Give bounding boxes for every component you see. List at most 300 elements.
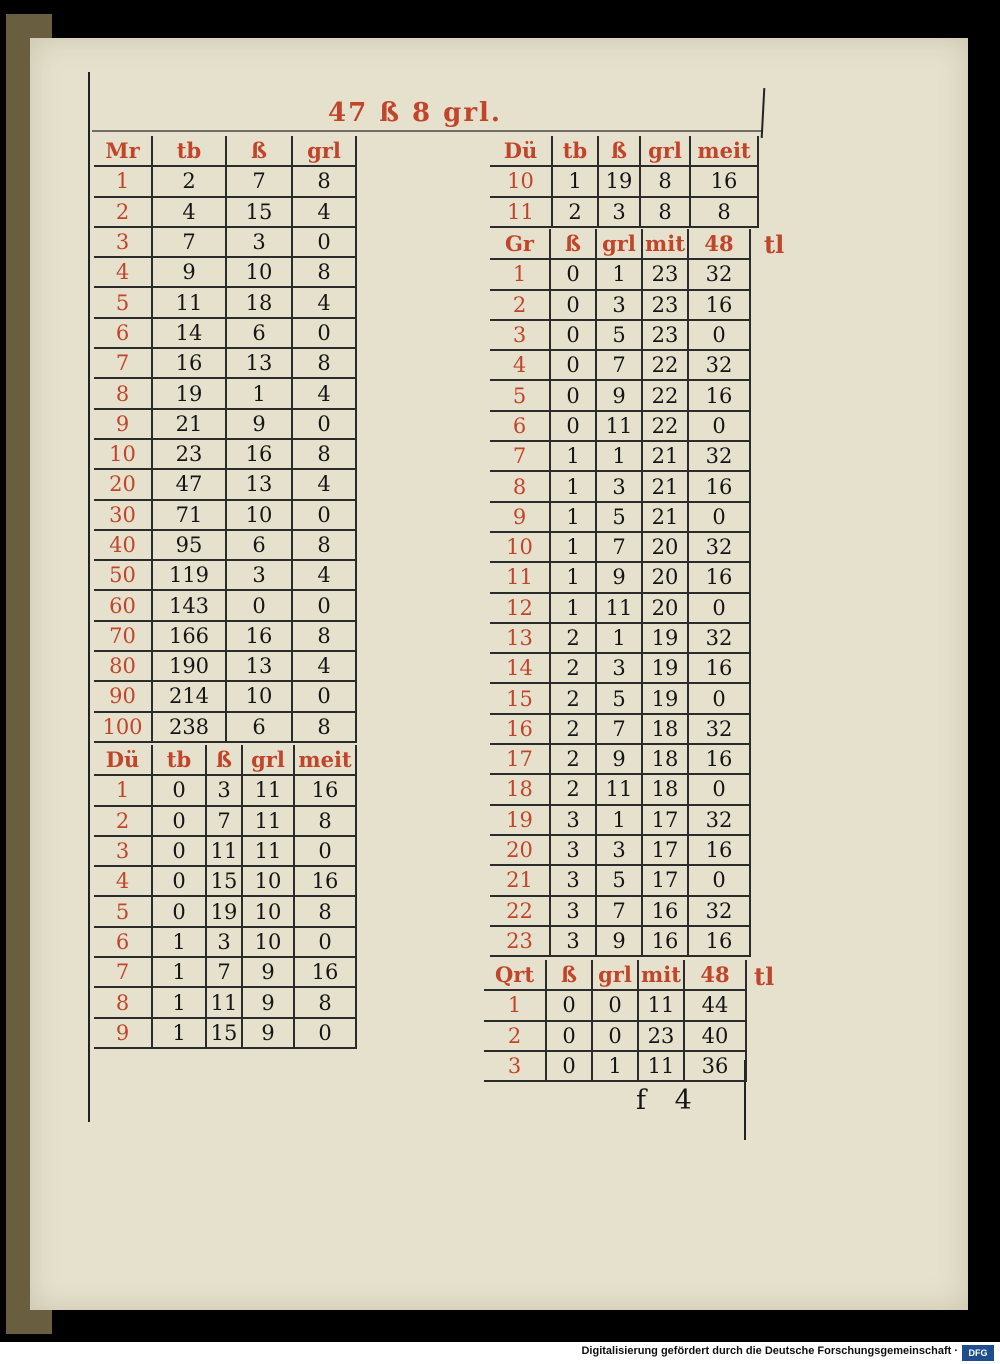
row-label-cell: 13 — [490, 623, 550, 653]
column-header: Mr — [94, 136, 152, 166]
row-label-cell: 30 — [94, 500, 152, 530]
table-cell: 13 — [226, 651, 292, 681]
row-label-cell: 1 — [94, 166, 152, 196]
table-row — [490, 411, 750, 441]
table-row — [94, 409, 356, 439]
table-cell: 0 — [292, 500, 356, 530]
table-cell: 2 — [550, 683, 596, 713]
row-label-cell: 2 — [484, 1021, 546, 1051]
table-cell: 11 — [596, 774, 642, 804]
column-header: Qrt — [484, 960, 546, 990]
table-row — [490, 471, 750, 501]
row-label-cell: 90 — [94, 681, 152, 711]
column-header: mit — [638, 960, 684, 990]
table-cell: 19 — [642, 653, 688, 683]
table-cell: 0 — [550, 320, 596, 350]
table-cell: 3 — [550, 835, 596, 865]
row-label-cell: 23 — [490, 926, 550, 956]
left-margin-rule — [88, 72, 90, 1122]
left-top-table — [94, 136, 357, 743]
table-cell: 0 — [550, 380, 596, 410]
table-cell: 23 — [638, 1021, 684, 1051]
row-label-cell: 20 — [490, 835, 550, 865]
column-header: ß — [598, 136, 640, 166]
column-header: grl — [242, 745, 294, 775]
table-row — [484, 1051, 746, 1081]
table-cell: 3 — [206, 927, 242, 957]
table-cell: 11 — [596, 593, 642, 623]
table-cell: 1 — [226, 378, 292, 408]
row-label-cell: 7 — [94, 348, 152, 378]
table-cell: 16 — [642, 896, 688, 926]
table-cell: 19 — [206, 896, 242, 926]
table-row — [490, 623, 750, 653]
table-cell: 9 — [596, 562, 642, 592]
column-header: grl — [640, 136, 690, 166]
column-header: grl — [596, 229, 642, 259]
table-cell: 8 — [294, 987, 356, 1017]
table-cell: 32 — [688, 350, 750, 380]
left-bottom-table — [94, 745, 357, 1049]
table-cell: 0 — [292, 227, 356, 257]
column-header: 48 — [688, 229, 750, 259]
table-row — [490, 865, 750, 895]
table-cell: 1 — [596, 623, 642, 653]
table-cell: 1 — [596, 259, 642, 289]
table-cell: 9 — [226, 409, 292, 439]
table-cell: 8 — [292, 257, 356, 287]
table-cell: 21 — [152, 409, 226, 439]
table-cell: 0 — [688, 865, 750, 895]
table-cell: 3 — [550, 865, 596, 895]
row-label-cell: 15 — [490, 683, 550, 713]
table-row — [490, 774, 750, 804]
table-cell: 0 — [546, 1021, 592, 1051]
row-label-cell: 22 — [490, 896, 550, 926]
table-cell: 22 — [642, 350, 688, 380]
table-cell: 16 — [642, 926, 688, 956]
table-row — [490, 380, 750, 410]
row-label-cell: 7 — [94, 957, 152, 987]
table-cell: 1 — [596, 805, 642, 835]
table-row — [490, 290, 750, 320]
table-cell: 11 — [152, 287, 226, 317]
table-cell: 19 — [152, 378, 226, 408]
table-cell: 11 — [206, 836, 242, 866]
table-cell: 44 — [684, 990, 746, 1020]
table-cell: 3 — [226, 227, 292, 257]
table-cell: 4 — [292, 378, 356, 408]
table-cell: 32 — [688, 896, 750, 926]
row-label-cell: 70 — [94, 621, 152, 651]
table-cell: 21 — [642, 441, 688, 471]
right-bottom-side-note: tl — [754, 962, 775, 991]
table-cell: 3 — [596, 835, 642, 865]
table-row — [490, 197, 758, 227]
table-row — [94, 469, 356, 499]
table-cell: 1 — [550, 532, 596, 562]
table-row — [490, 896, 750, 926]
row-label-cell: 1 — [94, 775, 152, 805]
table-cell: 0 — [688, 593, 750, 623]
row-label-cell: 10 — [490, 532, 550, 562]
table-cell: 16 — [688, 744, 750, 774]
table-cell: 5 — [596, 502, 642, 532]
row-label-cell: 20 — [94, 469, 152, 499]
table-row — [94, 712, 356, 742]
table-cell: 18 — [226, 287, 292, 317]
table-cell: 9 — [242, 957, 294, 987]
table-cell: 5 — [596, 683, 642, 713]
table-cell: 7 — [596, 532, 642, 562]
row-label-cell: 4 — [94, 257, 152, 287]
table-cell: 0 — [226, 590, 292, 620]
table-cell: 7 — [596, 896, 642, 926]
table-cell: 7 — [596, 714, 642, 744]
table-cell: 32 — [688, 532, 750, 562]
table-cell: 36 — [684, 1051, 746, 1081]
table-cell: 8 — [294, 896, 356, 926]
table-cell: 6 — [226, 712, 292, 742]
column-header: tb — [152, 136, 226, 166]
table-cell: 7 — [206, 806, 242, 836]
row-label-cell: 12 — [490, 593, 550, 623]
table-row — [490, 562, 750, 592]
row-label-cell: 21 — [490, 865, 550, 895]
column-header: Gr — [490, 229, 550, 259]
column-header: 48 — [684, 960, 746, 990]
table-cell: 214 — [152, 681, 226, 711]
row-label-cell: 9 — [94, 1018, 152, 1048]
table-cell: 21 — [642, 471, 688, 501]
row-label-cell: 6 — [94, 927, 152, 957]
table-cell: 0 — [152, 836, 206, 866]
table-row — [94, 197, 356, 227]
table-cell: 0 — [688, 502, 750, 532]
table-cell: 17 — [642, 805, 688, 835]
table-cell: 143 — [152, 590, 226, 620]
table-cell: 11 — [638, 1051, 684, 1081]
table-cell: 0 — [592, 990, 638, 1020]
table-row — [94, 530, 356, 560]
right-bottom-table — [484, 960, 747, 1082]
table-cell: 9 — [242, 987, 294, 1017]
table-row — [490, 502, 750, 532]
table-cell: 1 — [152, 987, 206, 1017]
table-cell: 190 — [152, 651, 226, 681]
row-label-cell: 19 — [490, 805, 550, 835]
table-cell: 19 — [642, 683, 688, 713]
table-cell: 16 — [152, 348, 226, 378]
table-row — [94, 866, 356, 896]
table-cell: 1 — [550, 441, 596, 471]
table-cell: 0 — [292, 590, 356, 620]
table-cell: 18 — [642, 714, 688, 744]
table-row — [490, 805, 750, 835]
table-cell: 0 — [294, 836, 356, 866]
table-cell: 6 — [226, 530, 292, 560]
table-header-row — [94, 745, 356, 775]
table-row — [94, 560, 356, 590]
table-cell: 8 — [292, 348, 356, 378]
table-cell: 32 — [688, 259, 750, 289]
table-row — [490, 653, 750, 683]
right-mid-side-note: tl — [764, 230, 785, 259]
row-label-cell: 80 — [94, 651, 152, 681]
table-row — [94, 500, 356, 530]
column-header: grl — [292, 136, 356, 166]
table-cell: 32 — [688, 805, 750, 835]
table-cell: 3 — [550, 805, 596, 835]
table-row — [94, 318, 356, 348]
table-row — [490, 744, 750, 774]
table-cell: 0 — [550, 259, 596, 289]
table-row — [94, 257, 356, 287]
table-row — [94, 927, 356, 957]
table-row — [94, 1018, 356, 1048]
table-cell: 71 — [152, 500, 226, 530]
table-cell: 1 — [550, 502, 596, 532]
table-cell: 20 — [642, 532, 688, 562]
column-header: Dü — [490, 136, 552, 166]
table-cell: 8 — [292, 712, 356, 742]
table-cell: 238 — [152, 712, 226, 742]
table-cell: 3 — [550, 896, 596, 926]
row-label-cell: 14 — [490, 653, 550, 683]
table-cell: 0 — [152, 775, 206, 805]
table-cell: 3 — [550, 926, 596, 956]
table-row — [490, 320, 750, 350]
row-label-cell: 8 — [94, 378, 152, 408]
table-cell: 22 — [642, 411, 688, 441]
table-row — [94, 348, 356, 378]
table-cell: 11 — [242, 775, 294, 805]
table-row — [490, 441, 750, 471]
row-label-cell: 17 — [490, 744, 550, 774]
table-cell: 18 — [642, 744, 688, 774]
row-label-cell: 5 — [94, 287, 152, 317]
table-cell: 9 — [596, 926, 642, 956]
table-cell: 23 — [642, 259, 688, 289]
table-cell: 19 — [598, 166, 640, 196]
table-cell: 40 — [684, 1021, 746, 1051]
table-row — [94, 287, 356, 317]
row-label-cell: 10 — [94, 439, 152, 469]
column-header: tb — [552, 136, 598, 166]
dfg-logo: DFG — [962, 1345, 994, 1361]
row-label-cell: 6 — [490, 411, 550, 441]
table-row — [94, 590, 356, 620]
table-cell: 8 — [690, 197, 758, 227]
table-cell: 32 — [688, 714, 750, 744]
table-cell: 16 — [688, 562, 750, 592]
table-cell: 2 — [550, 774, 596, 804]
table-cell: 11 — [206, 987, 242, 1017]
table-cell: 0 — [550, 290, 596, 320]
table-cell: 13 — [226, 469, 292, 499]
row-label-cell: 4 — [94, 866, 152, 896]
table-cell: 0 — [550, 411, 596, 441]
table-row — [94, 775, 356, 805]
table-cell: 1 — [550, 471, 596, 501]
table-cell: 2 — [550, 714, 596, 744]
table-cell: 47 — [152, 469, 226, 499]
row-label-cell: 3 — [490, 320, 550, 350]
row-label-cell: 2 — [94, 806, 152, 836]
table-cell: 11 — [242, 806, 294, 836]
table-cell: 0 — [546, 1051, 592, 1081]
table-cell: 10 — [226, 257, 292, 287]
table-cell: 119 — [152, 560, 226, 590]
table-cell: 17 — [642, 865, 688, 895]
table-row — [490, 926, 750, 956]
table-row — [94, 227, 356, 257]
row-label-cell: 6 — [94, 318, 152, 348]
row-label-cell: 1 — [490, 259, 550, 289]
table-cell: 3 — [206, 775, 242, 805]
table-cell: 1 — [152, 957, 206, 987]
table-cell: 16 — [226, 621, 292, 651]
right-mid-table — [490, 229, 751, 957]
table-cell: 2 — [550, 623, 596, 653]
table-cell: 9 — [152, 257, 226, 287]
table-cell: 19 — [642, 623, 688, 653]
row-label-cell: 100 — [94, 712, 152, 742]
table-cell: 15 — [206, 866, 242, 896]
column-header: ß — [550, 229, 596, 259]
table-cell: 3 — [596, 471, 642, 501]
table-cell: 0 — [292, 318, 356, 348]
table-cell: 16 — [294, 775, 356, 805]
table-cell: 1 — [152, 927, 206, 957]
column-header: ß — [206, 745, 242, 775]
table-header-row — [484, 960, 746, 990]
table-cell: 4 — [152, 197, 226, 227]
column-header: ß — [226, 136, 292, 166]
table-cell: 0 — [292, 681, 356, 711]
table-cell: 15 — [226, 197, 292, 227]
row-label-cell: 18 — [490, 774, 550, 804]
table-row — [484, 1021, 746, 1051]
table-cell: 0 — [294, 927, 356, 957]
table-cell: 16 — [688, 290, 750, 320]
table-cell: 1 — [592, 1051, 638, 1081]
column-header: tb — [152, 745, 206, 775]
table-cell: 16 — [690, 166, 758, 196]
row-label-cell: 1 — [484, 990, 546, 1020]
table-cell: 17 — [642, 835, 688, 865]
table-row — [94, 896, 356, 926]
table-cell: 4 — [292, 287, 356, 317]
table-header-row — [490, 229, 750, 259]
table-cell: 8 — [640, 166, 690, 196]
table-cell: 8 — [640, 197, 690, 227]
table-cell: 2 — [550, 653, 596, 683]
row-label-cell: 40 — [94, 530, 152, 560]
table-cell: 16 — [688, 835, 750, 865]
table-cell: 20 — [642, 562, 688, 592]
table-cell: 7 — [152, 227, 226, 257]
table-cell: 9 — [242, 1018, 294, 1048]
table-row — [94, 439, 356, 469]
table-cell: 0 — [688, 411, 750, 441]
row-label-cell: 11 — [490, 562, 550, 592]
table-cell: 10 — [242, 927, 294, 957]
column-header: Dü — [94, 745, 152, 775]
table-row — [490, 259, 750, 289]
table-cell: 16 — [688, 926, 750, 956]
table-cell: 8 — [292, 166, 356, 196]
row-label-cell: 4 — [490, 350, 550, 380]
table-cell: 18 — [642, 774, 688, 804]
row-label-cell: 3 — [94, 227, 152, 257]
row-label-cell: 7 — [490, 441, 550, 471]
table-cell: 1 — [552, 166, 598, 196]
row-label-cell: 3 — [94, 836, 152, 866]
table-cell: 0 — [592, 1021, 638, 1051]
table-row — [94, 621, 356, 651]
table-cell: 23 — [152, 439, 226, 469]
table-cell: 4 — [292, 469, 356, 499]
table-cell: 3 — [598, 197, 640, 227]
row-label-cell: 9 — [94, 409, 152, 439]
table-cell: 0 — [292, 409, 356, 439]
table-row — [94, 681, 356, 711]
header-rule — [92, 130, 762, 132]
row-label-cell: 8 — [490, 471, 550, 501]
table-cell: 95 — [152, 530, 226, 560]
table-cell: 16 — [688, 653, 750, 683]
row-label-cell: 11 — [490, 197, 552, 227]
table-cell: 2 — [550, 744, 596, 774]
table-cell: 1 — [152, 1018, 206, 1048]
table-cell: 11 — [596, 411, 642, 441]
table-cell: 22 — [642, 380, 688, 410]
table-cell: 4 — [292, 560, 356, 590]
row-label-cell: 9 — [490, 502, 550, 532]
table-cell: 10 — [242, 866, 294, 896]
table-cell: 0 — [152, 806, 206, 836]
column-header: meit — [294, 745, 356, 775]
table-cell: 6 — [226, 318, 292, 348]
table-row — [490, 593, 750, 623]
table-cell: 4 — [292, 197, 356, 227]
table-cell: 1 — [596, 441, 642, 471]
table-header-row — [490, 136, 758, 166]
table-cell: 7 — [206, 957, 242, 987]
column-header: grl — [592, 960, 638, 990]
table-cell: 1 — [550, 593, 596, 623]
table-cell: 5 — [596, 320, 642, 350]
table-cell: 0 — [152, 896, 206, 926]
table-row — [94, 806, 356, 836]
table-row — [94, 166, 356, 196]
table-cell: 0 — [688, 320, 750, 350]
table-cell: 23 — [642, 320, 688, 350]
table-cell: 166 — [152, 621, 226, 651]
table-row — [94, 836, 356, 866]
table-cell: 2 — [152, 166, 226, 196]
table-row — [94, 987, 356, 1017]
table-cell: 3 — [596, 653, 642, 683]
page-header: 47 ß 8 grl. — [328, 98, 502, 128]
table-cell: 9 — [596, 380, 642, 410]
table-row — [94, 651, 356, 681]
right-top-table — [490, 136, 759, 228]
table-row — [484, 990, 746, 1020]
table-cell: 8 — [292, 530, 356, 560]
column-header: ß — [546, 960, 592, 990]
